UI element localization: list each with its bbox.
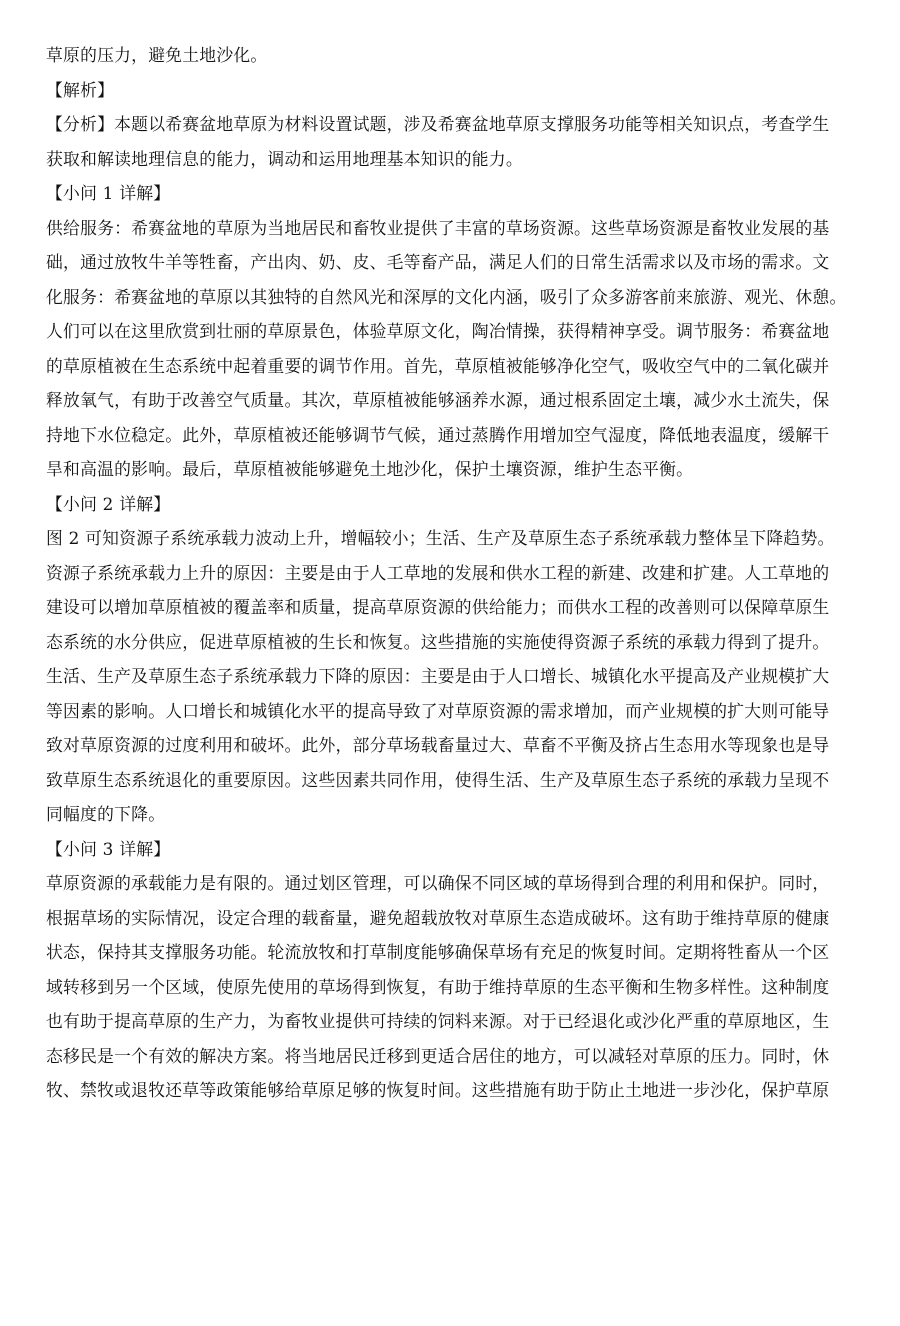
text-line: 致草原生态系统退化的重要原因。这些因素共同作用，使得生活、生产及草原生态子系统的承载力呈现不 xyxy=(46,769,830,790)
text-line: 根据草场的实际情况，设定合理的载畜量，避免超载放牧对草原生态造成破坏。这有助于维持草原的健康 xyxy=(46,907,830,928)
text-line: 建设可以增加草原植被的覆盖率和质量，提高草原资源的供给能力；而供水工程的改善则可以保障草原生 xyxy=(46,597,830,617)
document-body xyxy=(46,38,864,1108)
text-line: 图 2 可知资源子系统承载力波动上升，增幅较小；生活、生产及草原生态子系统承载力整体呈下降趋势。 xyxy=(46,528,835,548)
text-line: 域转移到另一个区域，使原先使用的草场得到恢复，有助于维持草原的生态平衡和生物多样性。这种制度 xyxy=(46,976,830,997)
text-line: 生活、生产及草原生态子系统承载力下降的原因：主要是由于人口增长、城镇化水平提高及产业规模扩大 xyxy=(46,666,830,686)
text-line: 态系统的水分供应，促进草原植被的生长和恢复。这些措施的实施使得资源子系统的承载力得到了提升。 xyxy=(46,631,830,652)
text-line: 状态，保持其支撑服务功能。轮流放牧和打草制度能够确保草场有充足的恢复时间。定期将牲畜从一个区 xyxy=(46,942,830,962)
text-line: 化服务：希赛盆地的草原以其独特的自然风光和深厚的文化内涵，吸引了众多游客前来旅游、观光、休憩。 xyxy=(46,286,847,307)
text-line: 旱和高温的影响。最后，草原植被能够避免土地沙化，保护土壤资源，维护生态平衡。 xyxy=(46,459,694,479)
text-line: 也有助于提高草原的生产力，为畜牧业提供可持续的饲料来源。对于已经退化或沙化严重的草原地区，生 xyxy=(46,1011,830,1031)
text-line: 获取和解读地理信息的能力，调动和运用地理基本知识的能力。 xyxy=(46,148,523,169)
section-heading: 【解析】 xyxy=(46,79,115,100)
text-line: 牧、禁牧或退牧还草等政策能够给草原足够的恢复时间。这些措施有助于防止土地进一步沙化，保护草原 xyxy=(46,1080,830,1100)
text-line: 供给服务：希赛盆地的草原为当地居民和畜牧业提供了丰富的草场资源。这些草场资源是畜牧业发展的基 xyxy=(46,217,830,238)
text-line: 同幅度的下降。 xyxy=(46,804,166,824)
section-heading: 【小问 1 详解】 xyxy=(46,183,171,203)
text-line: 础，通过放牧牛羊等牲畜，产出肉、奶、皮、毛等畜产品，满足人们的日常生活需求以及市场的需求。文 xyxy=(46,252,830,272)
text-line: 持地下水位稳定。此外，草原植被还能够调节气候，通过蒸腾作用增加空气湿度，降低地表温度，缓解干 xyxy=(46,424,830,445)
text-line: 草原资源的承载能力是有限的。通过划区管理，可以确保不同区域的草场得到合理的利用和保护。同时， xyxy=(46,873,830,893)
section-heading: 【小问 3 详解】 xyxy=(46,838,171,859)
section-heading: 【小问 2 详解】 xyxy=(46,493,171,514)
text-line: 草原的压力，避免土地沙化。 xyxy=(46,45,268,65)
text-line: 的草原植被在生态系统中起着重要的调节作用。首先，草原植被能够净化空气，吸收空气中的二氧化碳并 xyxy=(46,355,830,376)
text-line: 人们可以在这里欣赏到壮丽的草原景色，体验草原文化，陶冶情操，获得精神享受。调节服务：希赛盆地 xyxy=(46,321,830,341)
text-line: 致对草原资源的过度利用和破坏。此外，部分草场载畜量过大、草畜不平衡及挤占生态用水等现象也是导 xyxy=(46,735,830,755)
text-line: 态移民是一个有效的解决方案。将当地居民迁移到更适合居住的地方，可以减轻对草原的压力。同时，休 xyxy=(46,1045,830,1066)
text-line: 等因素的影响。人口增长和城镇化水平的提高导致了对草原资源的需求增加，而产业规模的扩大则可能导 xyxy=(46,700,830,721)
text-line: 【分析】本题以希赛盆地草原为材料设置试题，涉及希赛盆地草原支撑服务功能等相关知识点，考查学生 xyxy=(46,114,830,134)
text-line: 资源子系统承载力上升的原因：主要是由于人工草地的发展和供水工程的新建、改建和扩建。人工草地的 xyxy=(46,562,830,583)
text-line: 释放氧气，有助于改善空气质量。其次，草原植被能够涵养水源，通过根系固定土壤，减少水土流失，保 xyxy=(46,390,830,410)
